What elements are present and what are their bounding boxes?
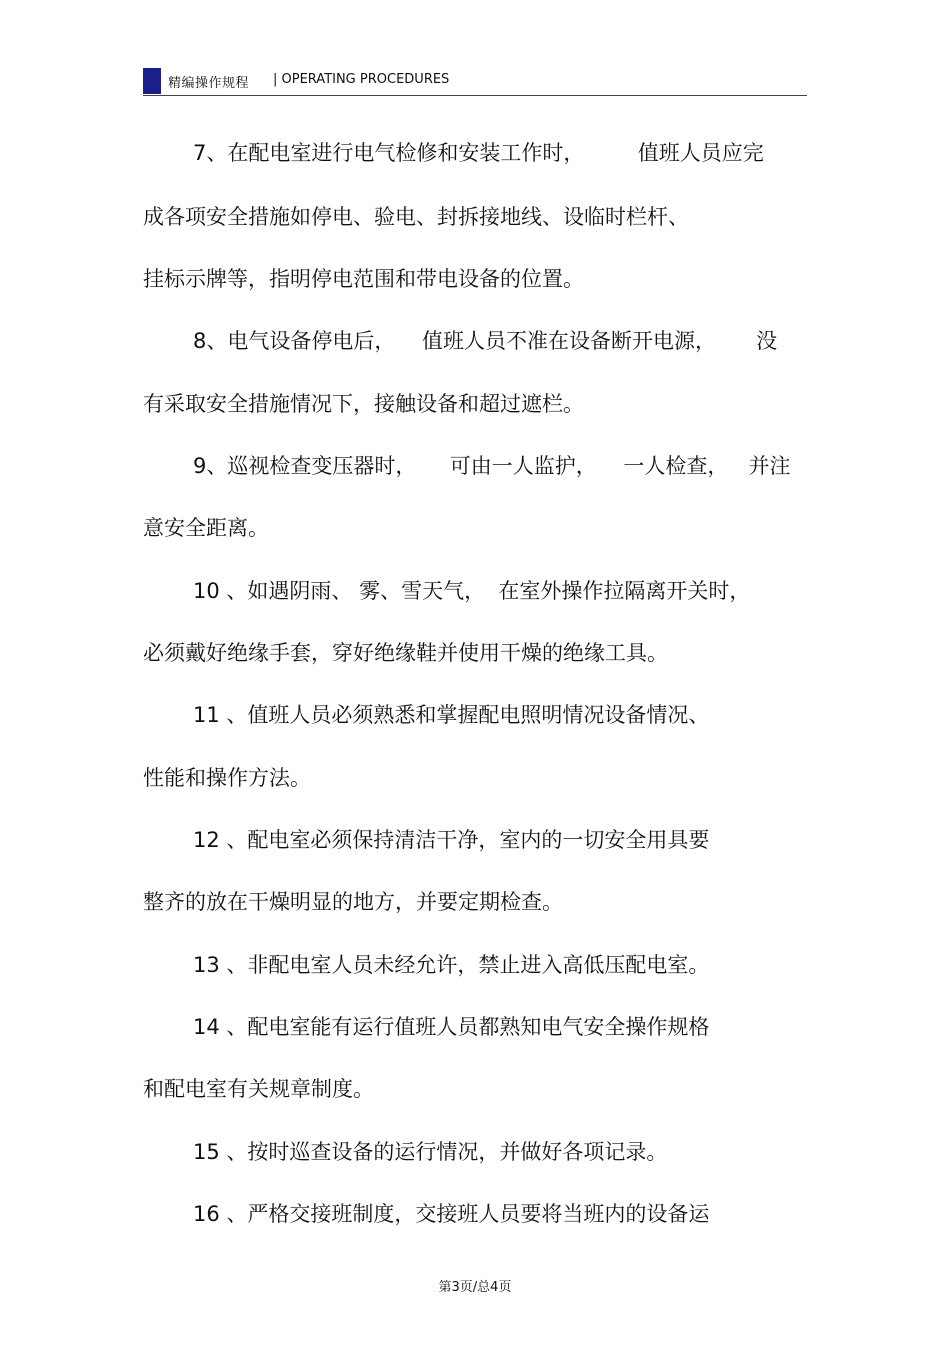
body-line: 8、电气设备停电后， 值班人员不准在设备断开电源， 没 — [193, 329, 778, 353]
body-line: 16 、严格交接班制度，交接班人员要将当班内的设备运 — [193, 1202, 710, 1226]
body-line: 成各项安全措施如停电、验电、封拆接地线、设临时栏杆、 — [143, 205, 689, 229]
header-subtitle: | OPERATING PROCEDURES — [273, 72, 450, 87]
body-line: 整齐的放在干燥明显的地方，并要定期检查。 — [143, 890, 563, 914]
body-line: 挂标示牌等，指明停电范围和带电设备的位置。 — [143, 267, 584, 291]
body-line: 15 、按时巡查设备的运行情况，并做好各项记录。 — [193, 1140, 668, 1164]
body-line: 12 、配电室必须保持清洁干净，室内的一切安全用具要 — [193, 828, 710, 852]
page-header — [143, 66, 807, 96]
body-line: 14 、配电室能有运行值班人员都熟知电气安全操作规格 — [193, 1015, 710, 1039]
body-line: 性能和操作方法。 — [143, 766, 311, 790]
body-line: 13 、非配电室人员未经允许，禁止进入高低压配电室。 — [193, 953, 710, 977]
body-line: 7、在配电室进行电气检修和安装工作时， 值班人员应完 — [193, 141, 764, 165]
body-line: 意安全距离。 — [143, 516, 269, 540]
logo-icon — [143, 68, 161, 94]
page-number: 第3页/总4页 — [438, 1280, 512, 1295]
header-title: 精编操作规程 — [168, 76, 250, 91]
body-line: 9、巡视检查变压器时， 可由一人监护， 一人检查， 并注 — [193, 454, 791, 478]
body-line: 必须戴好绝缘手套，穿好绝缘鞋并使用干燥的绝缘工具。 — [143, 641, 668, 665]
body-line: 和配电室有关规章制度。 — [143, 1077, 374, 1101]
body-line: 11 、值班人员必须熟悉和掌握配电照明情况设备情况、 — [193, 703, 710, 727]
body-line: 有采取安全措施情况下，接触设备和超过遮栏。 — [143, 392, 584, 416]
body-line: 10 、如遇阴雨、 雾、雪天气， 在室外操作拉隔离开关时， — [193, 579, 751, 603]
